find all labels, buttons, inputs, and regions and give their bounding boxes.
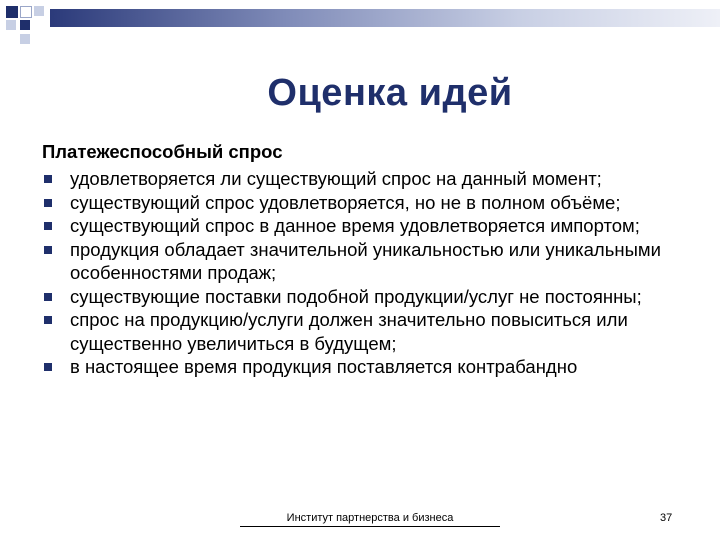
- square-bullet-icon: [44, 222, 52, 230]
- corner-square-decoration: [34, 6, 44, 16]
- bullet-item: [42, 238, 702, 285]
- corner-square-decoration: [20, 34, 30, 44]
- bullet-text: существующий спрос в данное время удовлетворяется импортом;: [70, 215, 640, 236]
- corner-square-decoration: [20, 6, 32, 18]
- bullet-text: продукция обладает значительной уникальностью или уникальными особенностями продаж;: [70, 238, 661, 283]
- bullet-text: удовлетворяется ли существующий спрос на данный момент;: [70, 168, 602, 189]
- bullet-item: [42, 214, 702, 238]
- section-subtitle: Платежеспособный спрос: [42, 141, 283, 162]
- bullet-text: существующий спрос удовлетворяется, но не в полном объёме;: [70, 191, 621, 213]
- corner-square-decoration: [6, 6, 18, 18]
- footer-organization: Институт партнерства и бизнеса: [286, 512, 454, 524]
- square-bullet-icon: [44, 175, 52, 183]
- bullet-item: [42, 308, 702, 355]
- square-bullet-icon: [44, 199, 52, 207]
- bullet-item: [42, 167, 702, 191]
- square-bullet-icon: [44, 363, 52, 371]
- bullet-text: спрос на продукцию/услуги должен значительно повыситься или существенно увеличиться в будущем;: [70, 309, 628, 354]
- slide-title: Оценка идей: [267, 72, 513, 114]
- bullet-text: существующие поставки подобной продукции/услуг не постоянны;: [70, 285, 642, 307]
- footer-underline: [240, 526, 500, 527]
- bullet-item: [42, 285, 702, 309]
- bullet-item: [42, 191, 702, 215]
- header-gradient-band: [50, 9, 720, 27]
- corner-square-decoration: [6, 20, 16, 30]
- square-bullet-icon: [44, 293, 52, 301]
- bullet-text: в настоящее время продукция поставляется контрабандно: [70, 356, 578, 377]
- square-bullet-icon: [44, 316, 52, 324]
- bullet-list: [42, 167, 702, 379]
- corner-square-decoration: [20, 20, 30, 30]
- page-number: 37: [660, 512, 673, 524]
- square-bullet-icon: [44, 246, 52, 254]
- bullet-item: [42, 355, 702, 379]
